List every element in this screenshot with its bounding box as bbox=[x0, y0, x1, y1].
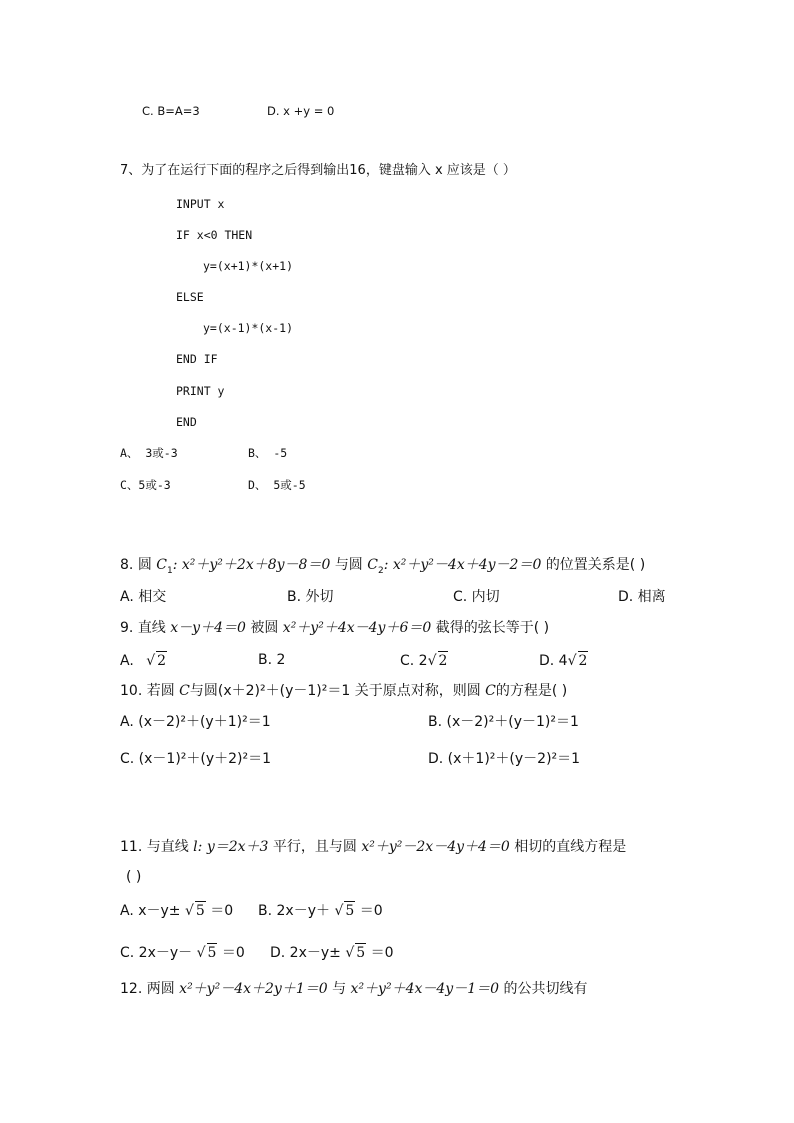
sqrt-icon: √ bbox=[427, 653, 437, 669]
q10-c: C bbox=[179, 683, 190, 699]
q9-option-b: B. 2 bbox=[258, 652, 286, 668]
q7-code-line-7: PRINT y bbox=[176, 384, 225, 398]
q8-option-c: C. 内切 bbox=[453, 589, 500, 605]
q9-line: x－y＋4＝0 bbox=[170, 620, 246, 636]
q9-option-a-label: A. bbox=[120, 653, 134, 669]
q10-option-d: D. (x＋1)²＋(y－2)²＝1 bbox=[428, 751, 581, 767]
q8-eq2: : x²＋y²－4x＋4y－2＝0 bbox=[383, 557, 542, 573]
q8-tail: 的位置关系是( ) bbox=[545, 557, 646, 573]
q11-option-c-radicand: 5 bbox=[207, 945, 217, 961]
q10-option-a: A. (x－2)²＋(y＋1)²＝1 bbox=[120, 714, 271, 730]
q9-option-d-label: D. 4 bbox=[539, 653, 568, 669]
q9-tail: 截得的弦长等于( ) bbox=[435, 620, 550, 636]
q9-option-c-label: C. 2 bbox=[400, 653, 428, 669]
q8-pre: 圆 bbox=[137, 557, 152, 573]
q9-option-c-radicand: 2 bbox=[438, 653, 448, 669]
q10-pre: 若圆 bbox=[146, 683, 175, 699]
q11-option-b-pre: B. 2x－y＋ bbox=[258, 903, 330, 919]
q12-circle-2: x²＋y²＋4x－4y－1＝0 bbox=[350, 981, 500, 997]
q7-option-b: B、 -5 bbox=[248, 446, 288, 460]
q7-option-c: C、5或-3 bbox=[120, 478, 171, 492]
q11-option-d-post: ＝0 bbox=[370, 945, 394, 961]
q11-line: : y＝2x＋3 bbox=[197, 839, 269, 855]
q11-l: l bbox=[193, 839, 198, 855]
q11-number: 11. bbox=[120, 839, 143, 855]
q7-code-line-8: END bbox=[176, 415, 197, 429]
q11-option-d-pre: D. 2x－y± bbox=[270, 945, 341, 961]
q7-stem: 7、为了在运行下面的程序之后得到输出16，键盘输入 x 应该是（ ） bbox=[120, 163, 516, 178]
q12-number: 12. bbox=[120, 981, 143, 997]
q8-c2-sub: 2 bbox=[377, 565, 384, 576]
q11-option-c-post: ＝0 bbox=[221, 945, 245, 961]
q10-mid: 与圆(x＋2)²＋(y－1)²＝1 关于原点对称，则圆 bbox=[189, 683, 481, 699]
q7-code-line-5: y=(x-1)*(x-1) bbox=[203, 321, 294, 335]
q11-circle: x²＋y²－2x－4y＋4＝0 bbox=[361, 839, 510, 855]
q12-tail: 的公共切线有 bbox=[503, 981, 588, 997]
q7-option-a: A、 3或-3 bbox=[120, 446, 178, 460]
q12-pre: 两圆 bbox=[146, 981, 175, 997]
q8-option-b: B. 外切 bbox=[287, 589, 334, 605]
sqrt-icon: √ bbox=[567, 653, 577, 669]
q11-option-b-radicand: 5 bbox=[345, 903, 355, 919]
q8-option-d: D. 相离 bbox=[618, 589, 666, 605]
q11-stem bbox=[120, 838, 626, 856]
q11-option-c bbox=[120, 943, 245, 962]
q12-mid: 与 bbox=[332, 981, 347, 997]
q11-option-a-pre: A. x－y± bbox=[120, 903, 181, 919]
q11-mid: 平行，且与圆 bbox=[272, 839, 357, 855]
option-d-top: D. x +y = 0 bbox=[267, 104, 335, 118]
q8-c2: C bbox=[367, 557, 378, 573]
q8-number: 8. bbox=[120, 557, 134, 573]
q7-option-d: D、 5或-5 bbox=[248, 478, 306, 492]
q10-option-b: B. (x－2)²＋(y－1)²＝1 bbox=[428, 714, 579, 730]
q11-tail: 相切的直线方程是 bbox=[514, 839, 627, 855]
q7-code-line-3: y=(x+1)*(x+1) bbox=[203, 259, 294, 273]
q11-option-b bbox=[258, 901, 383, 920]
q9-option-d bbox=[539, 651, 588, 670]
q9-option-a bbox=[120, 651, 167, 670]
q7-code-line-1: INPUT x bbox=[176, 197, 225, 211]
sqrt-icon: √ bbox=[196, 945, 206, 961]
sqrt-icon: √ bbox=[334, 903, 344, 919]
q8-c1-sub: 1 bbox=[166, 565, 173, 576]
q11-option-d-radicand: 5 bbox=[356, 945, 366, 961]
q11-option-a-radicand: 5 bbox=[195, 903, 205, 919]
q9-circle: x²＋y²＋4x－4y＋6＝0 bbox=[282, 620, 432, 636]
sqrt-icon: √ bbox=[185, 903, 194, 919]
q11-option-c-pre: C. 2x－y－ bbox=[120, 945, 193, 961]
q9-option-a-radicand: 2 bbox=[157, 653, 167, 669]
q9-number: 9. bbox=[120, 620, 134, 636]
q8-eq1: : x²＋y²＋2x＋8y－8＝0 bbox=[172, 557, 331, 573]
q9-mid: 被圆 bbox=[250, 620, 279, 636]
q8-mid: 与圆 bbox=[334, 557, 363, 573]
sqrt-icon: √ bbox=[146, 653, 156, 669]
q9-option-d-radicand: 2 bbox=[578, 653, 588, 669]
q10-number: 10. bbox=[120, 683, 143, 699]
q11-option-a-post: ＝0 bbox=[210, 903, 234, 919]
sqrt-icon: √ bbox=[345, 945, 355, 961]
q7-code-line-2: IF x<0 THEN bbox=[176, 228, 253, 242]
q11-option-d bbox=[270, 943, 394, 962]
q8-c1: C bbox=[156, 557, 167, 573]
q11-option-a bbox=[120, 901, 233, 920]
q7-code-line-4: ELSE bbox=[176, 290, 204, 304]
q8-option-a: A. 相交 bbox=[120, 589, 167, 605]
q9-option-c bbox=[400, 651, 448, 670]
q9-pre: 直线 bbox=[137, 620, 166, 636]
q10-c2: C bbox=[485, 683, 496, 699]
q12-circle-1: x²＋y²－4x＋2y＋1＝0 bbox=[179, 981, 328, 997]
q10-stem bbox=[120, 682, 567, 700]
q10-option-c: C. (x－1)²＋(y＋2)²＝1 bbox=[120, 751, 272, 767]
q11-pre: 与直线 bbox=[146, 839, 189, 855]
q7-code-line-6: END IF bbox=[176, 352, 218, 366]
q11-option-b-post: ＝0 bbox=[359, 903, 383, 919]
q11-paren: ( ) bbox=[126, 869, 142, 885]
q12-stem bbox=[120, 980, 587, 998]
q8-stem bbox=[120, 556, 645, 580]
q9-stem bbox=[120, 619, 549, 637]
q10-tail: 的方程是( ) bbox=[495, 683, 568, 699]
option-c-top: C. B=A=3 bbox=[142, 104, 200, 118]
